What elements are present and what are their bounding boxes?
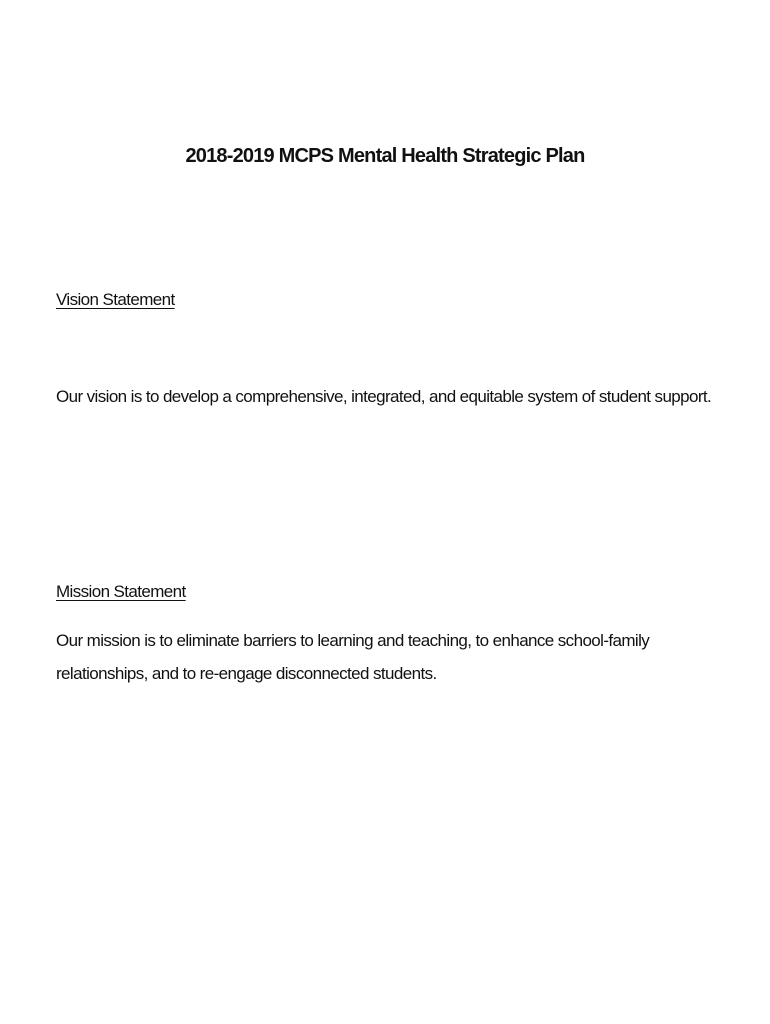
vision-heading: Vision Statement [56,290,175,309]
vision-text: Our vision is to develop a comprehensive, integrated, and equitable system of student support. [56,387,712,406]
document-title: 2018-2019 MCPS Mental Health Strategic Plan [185,145,585,167]
mission-text [56,624,649,690]
mission-heading: Mission Statement [56,582,186,601]
mission-text-line: relationships, and to re-engage disconnected students. [56,664,437,683]
mission-text-line: Our mission is to eliminate barriers to learning and teaching, to enhance school-family [56,631,650,650]
